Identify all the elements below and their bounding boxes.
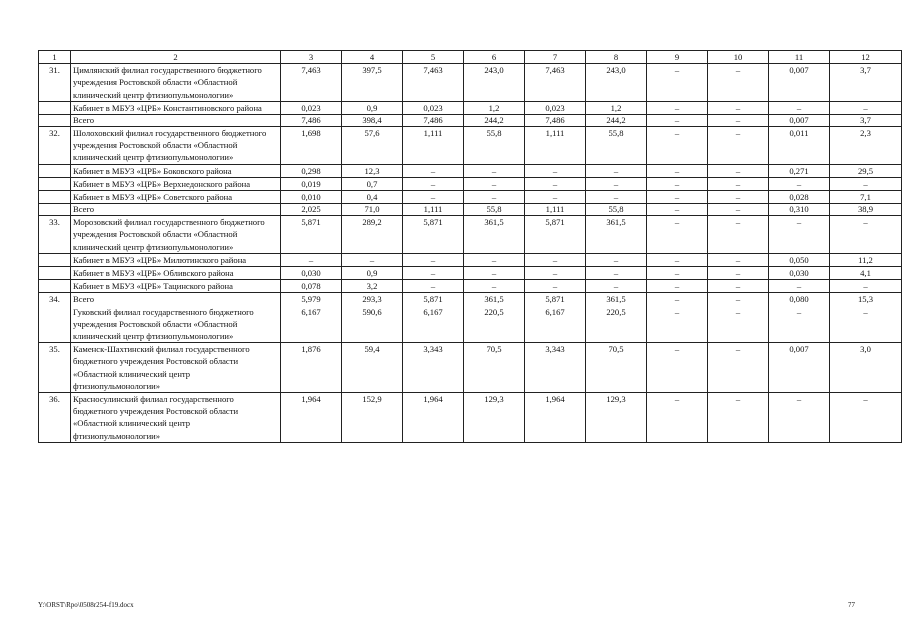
row-number: 32. [39, 127, 71, 165]
value-cell: 29,5 [830, 164, 902, 177]
value-cell: – [769, 393, 830, 443]
value-cell: 0,078 [281, 280, 342, 293]
value-cell: – [647, 191, 708, 204]
value-cell [403, 293, 464, 343]
value-cell: 1,111 [403, 204, 464, 216]
row-name: Кабинет в МБУЗ «ЦРБ» Тацинского района [71, 280, 281, 293]
table-row [39, 280, 902, 293]
column-header: 9 [647, 51, 708, 64]
row-name: Шолоховский филиал государственного бюджетного учреждения Ростовской области «Областной клинический центр фтизиопульмонологии» [71, 127, 281, 165]
row-name: Кабинет в МБУЗ «ЦРБ» Верхнедонского района [71, 177, 281, 190]
value-entity: – [796, 306, 802, 317]
value-cell [342, 293, 403, 343]
value-cell: 0,9 [342, 101, 403, 114]
value-cell: 243,0 [464, 64, 525, 102]
value-cell: – [403, 164, 464, 177]
row-number: 31. [39, 64, 71, 102]
value-cell [281, 293, 342, 343]
value-cell: 3,7 [830, 64, 902, 102]
value-total: 0,080 [789, 294, 809, 305]
value-cell: 0,310 [769, 204, 830, 216]
table-row [39, 127, 902, 165]
value-cell: 1,2 [586, 101, 647, 114]
table-row [39, 101, 902, 114]
value-cell: – [708, 204, 769, 216]
value-entity: 6,167 [423, 306, 443, 317]
column-header: 3 [281, 51, 342, 64]
row-name: Красносулинский филиал государственного бюджетного учреждения Ростовской области «Областной клинический центр фтизиопульмонологии» [71, 393, 281, 443]
value-cell: 129,3 [586, 393, 647, 443]
value-cell: 5,871 [403, 216, 464, 254]
value-cell: – [708, 216, 769, 254]
value-cell: – [647, 204, 708, 216]
value-cell: – [708, 267, 769, 280]
value-cell: – [647, 101, 708, 114]
value-cell: 129,3 [464, 393, 525, 443]
row-number [39, 101, 71, 114]
value-cell [525, 293, 586, 343]
value-cell: 0,028 [769, 191, 830, 204]
value-cell: 1,964 [403, 393, 464, 443]
row-name: Кабинет в МБУЗ «ЦРБ» Боковского района [71, 164, 281, 177]
row-name: Цимлянский филиал государственного бюджетного учреждения Ростовской области «Областной клинический центр фтизиопульмонологии» [71, 64, 281, 102]
value-cell: 7,1 [830, 191, 902, 204]
table-row [39, 216, 902, 254]
value-cell: 243,0 [586, 64, 647, 102]
value-entity: 220,5 [606, 306, 626, 317]
value-cell: – [586, 253, 647, 266]
value-total: 5,871 [423, 294, 443, 305]
value-cell: – [403, 253, 464, 266]
row-name: Кабинет в МБУЗ «ЦРБ» Обливского района [71, 267, 281, 280]
value-cell: – [647, 127, 708, 165]
value-cell: – [525, 253, 586, 266]
value-cell: – [708, 64, 769, 102]
value-cell: 1,111 [525, 204, 586, 216]
value-cell: – [769, 101, 830, 114]
value-cell: 361,5 [464, 216, 525, 254]
value-cell: 289,2 [342, 216, 403, 254]
data-table [38, 50, 902, 443]
value-total: 361,5 [606, 294, 626, 305]
value-cell [769, 293, 830, 343]
value-cell: – [769, 216, 830, 254]
value-cell: – [464, 280, 525, 293]
value-cell: – [525, 164, 586, 177]
value-cell: – [830, 101, 902, 114]
value-cell: 0,9 [342, 267, 403, 280]
column-header: 8 [586, 51, 647, 64]
value-cell: 152,9 [342, 393, 403, 443]
value-cell: – [281, 253, 342, 266]
value-cell: – [464, 177, 525, 190]
row-number [39, 191, 71, 204]
value-cell: – [647, 64, 708, 102]
value-cell: 0,007 [769, 115, 830, 127]
row-name: Кабинет в МБУЗ «ЦРБ» Константиновского района [71, 101, 281, 114]
value-total: 361,5 [484, 294, 504, 305]
column-header: 1 [39, 51, 71, 64]
value-cell: – [708, 101, 769, 114]
value-cell: – [708, 191, 769, 204]
value-cell: 5,871 [525, 216, 586, 254]
value-cell: – [708, 164, 769, 177]
value-cell: – [708, 127, 769, 165]
value-total: 293,3 [362, 294, 382, 305]
value-cell: 361,5 [586, 216, 647, 254]
value-cell: 55,8 [464, 127, 525, 165]
value-cell: 0,023 [281, 101, 342, 114]
value-entity: 590,6 [362, 306, 382, 317]
value-cell: 0,271 [769, 164, 830, 177]
value-cell: – [830, 216, 902, 254]
value-cell: 1,964 [525, 393, 586, 443]
column-header: 11 [769, 51, 830, 64]
value-cell [647, 293, 708, 343]
value-cell: 1,964 [281, 393, 342, 443]
page-number: 77 [848, 601, 855, 609]
value-cell: 1,111 [403, 127, 464, 165]
value-cell: 7,486 [281, 115, 342, 127]
value-cell: 55,8 [586, 127, 647, 165]
value-cell: – [464, 253, 525, 266]
value-cell: – [830, 280, 902, 293]
value-total: – [735, 294, 741, 305]
value-cell: – [708, 343, 769, 393]
row-number [39, 253, 71, 266]
value-entity: – [735, 306, 741, 317]
value-cell: – [525, 280, 586, 293]
value-cell: – [708, 393, 769, 443]
value-cell: – [464, 267, 525, 280]
table-row [39, 293, 902, 343]
value-cell: 3,7 [830, 115, 902, 127]
value-cell: 0,298 [281, 164, 342, 177]
column-header: 4 [342, 51, 403, 64]
value-cell: – [647, 267, 708, 280]
value-cell: – [647, 216, 708, 254]
row-number [39, 267, 71, 280]
value-cell: 7,486 [403, 115, 464, 127]
column-header: 5 [403, 51, 464, 64]
value-cell: 38,9 [830, 204, 902, 216]
value-cell: 0,023 [403, 101, 464, 114]
value-cell: 57,6 [342, 127, 403, 165]
value-cell: 0,019 [281, 177, 342, 190]
value-cell: 244,2 [586, 115, 647, 127]
table-row [39, 64, 902, 102]
column-header: 12 [830, 51, 902, 64]
value-entity: 220,5 [484, 306, 504, 317]
value-cell: – [830, 393, 902, 443]
value-cell: 0,023 [525, 101, 586, 114]
value-cell: 397,5 [342, 64, 403, 102]
value-cell: 1,2 [464, 101, 525, 114]
value-cell: – [647, 177, 708, 190]
value-cell: 398,4 [342, 115, 403, 127]
value-cell: – [830, 177, 902, 190]
value-cell: 0,011 [769, 127, 830, 165]
value-total: 5,871 [545, 294, 565, 305]
value-cell: 2,025 [281, 204, 342, 216]
row-name-entity: Гуковский филиал государственного бюджетного учреждения Ростовской области «Областной клинический центр фтизиопульмонологии» [73, 306, 254, 342]
value-cell: – [403, 191, 464, 204]
value-cell: – [647, 115, 708, 127]
value-cell: 0,7 [342, 177, 403, 190]
value-cell: 12,3 [342, 164, 403, 177]
row-name [71, 293, 281, 343]
value-entity: 6,167 [301, 306, 321, 317]
value-cell: – [342, 253, 403, 266]
column-header: 7 [525, 51, 586, 64]
value-cell: – [647, 393, 708, 443]
value-cell: – [586, 191, 647, 204]
value-cell: 1,111 [525, 127, 586, 165]
table-row [39, 177, 902, 190]
value-cell [708, 293, 769, 343]
row-number: 34. [39, 293, 71, 343]
value-cell: 5,871 [281, 216, 342, 254]
value-cell: – [708, 115, 769, 127]
row-number [39, 177, 71, 190]
row-name: Всего [71, 115, 281, 127]
value-cell [464, 293, 525, 343]
value-cell: – [769, 280, 830, 293]
value-cell: – [586, 267, 647, 280]
value-cell: – [464, 191, 525, 204]
value-cell: 3,2 [342, 280, 403, 293]
value-cell: 2,3 [830, 127, 902, 165]
value-cell: – [525, 191, 586, 204]
value-entity: 6,167 [545, 306, 565, 317]
table-row [39, 115, 902, 127]
value-entity: – [674, 306, 680, 317]
row-name: Каменск-Шахтинский филиал государственного бюджетного учреждения Ростовской области «Областной клинический центр фтизиопульмонологии» [71, 343, 281, 393]
row-name: Кабинет в МБУЗ «ЦРБ» Милютинского района [71, 253, 281, 266]
value-total: 5,979 [301, 294, 321, 305]
value-cell: 7,463 [403, 64, 464, 102]
value-cell: 70,5 [586, 343, 647, 393]
value-cell: – [586, 177, 647, 190]
row-number [39, 164, 71, 177]
value-cell: 7,463 [281, 64, 342, 102]
value-cell: 7,486 [525, 115, 586, 127]
value-cell: 1,876 [281, 343, 342, 393]
row-number [39, 204, 71, 216]
value-cell: – [586, 164, 647, 177]
value-total: 15,3 [857, 294, 874, 305]
table-row [39, 393, 902, 443]
value-cell: 4,1 [830, 267, 902, 280]
value-cell: 3,343 [403, 343, 464, 393]
value-cell: – [525, 177, 586, 190]
row-number [39, 280, 71, 293]
value-cell: 1,698 [281, 127, 342, 165]
row-number: 33. [39, 216, 71, 254]
value-cell: 0,007 [769, 343, 830, 393]
value-cell: 3,0 [830, 343, 902, 393]
value-cell: – [464, 164, 525, 177]
column-header: 6 [464, 51, 525, 64]
value-cell: 11,2 [830, 253, 902, 266]
value-cell: 3,343 [525, 343, 586, 393]
value-cell: – [708, 280, 769, 293]
value-cell: 0,007 [769, 64, 830, 102]
row-name-total: Всего [73, 294, 95, 305]
table-row [39, 267, 902, 280]
value-cell: 0,010 [281, 191, 342, 204]
value-cell: – [403, 280, 464, 293]
row-name: Морозовский филиал государственного бюджетного учреждения Ростовской области «Областной клинический центр фтизиопульмонологии» [71, 216, 281, 254]
value-entity: – [863, 306, 868, 317]
value-cell: – [708, 177, 769, 190]
column-header: 2 [71, 51, 281, 64]
value-cell: – [647, 343, 708, 393]
column-header: 10 [708, 51, 769, 64]
value-cell: – [647, 164, 708, 177]
value-cell: – [403, 267, 464, 280]
value-cell: 0,030 [281, 267, 342, 280]
table-row [39, 343, 902, 393]
header-row [39, 51, 902, 64]
value-cell [830, 293, 902, 343]
value-cell: – [769, 177, 830, 190]
row-name: Всего [71, 204, 281, 216]
table-row [39, 164, 902, 177]
value-cell: – [708, 253, 769, 266]
value-cell: 59,4 [342, 343, 403, 393]
value-cell: 55,8 [464, 204, 525, 216]
value-cell: 55,8 [586, 204, 647, 216]
value-cell: – [403, 177, 464, 190]
file-path: Y:\ORST\Rpo\0508r254-f19.docx [38, 601, 134, 609]
value-cell: – [647, 253, 708, 266]
value-cell: 7,463 [525, 64, 586, 102]
value-cell: 0,030 [769, 267, 830, 280]
value-cell: 0,4 [342, 191, 403, 204]
table-row [39, 191, 902, 204]
value-cell: – [525, 267, 586, 280]
value-cell: – [586, 280, 647, 293]
value-cell: 0,050 [769, 253, 830, 266]
value-cell: 70,5 [464, 343, 525, 393]
row-number [39, 115, 71, 127]
row-number: 36. [39, 393, 71, 443]
value-cell: 71,0 [342, 204, 403, 216]
row-number: 35. [39, 343, 71, 393]
value-cell [586, 293, 647, 343]
value-cell: – [647, 280, 708, 293]
table-row [39, 253, 902, 266]
value-cell: 244,2 [464, 115, 525, 127]
value-total: – [674, 294, 680, 305]
table-row [39, 204, 902, 216]
row-name: Кабинет в МБУЗ «ЦРБ» Советского района [71, 191, 281, 204]
